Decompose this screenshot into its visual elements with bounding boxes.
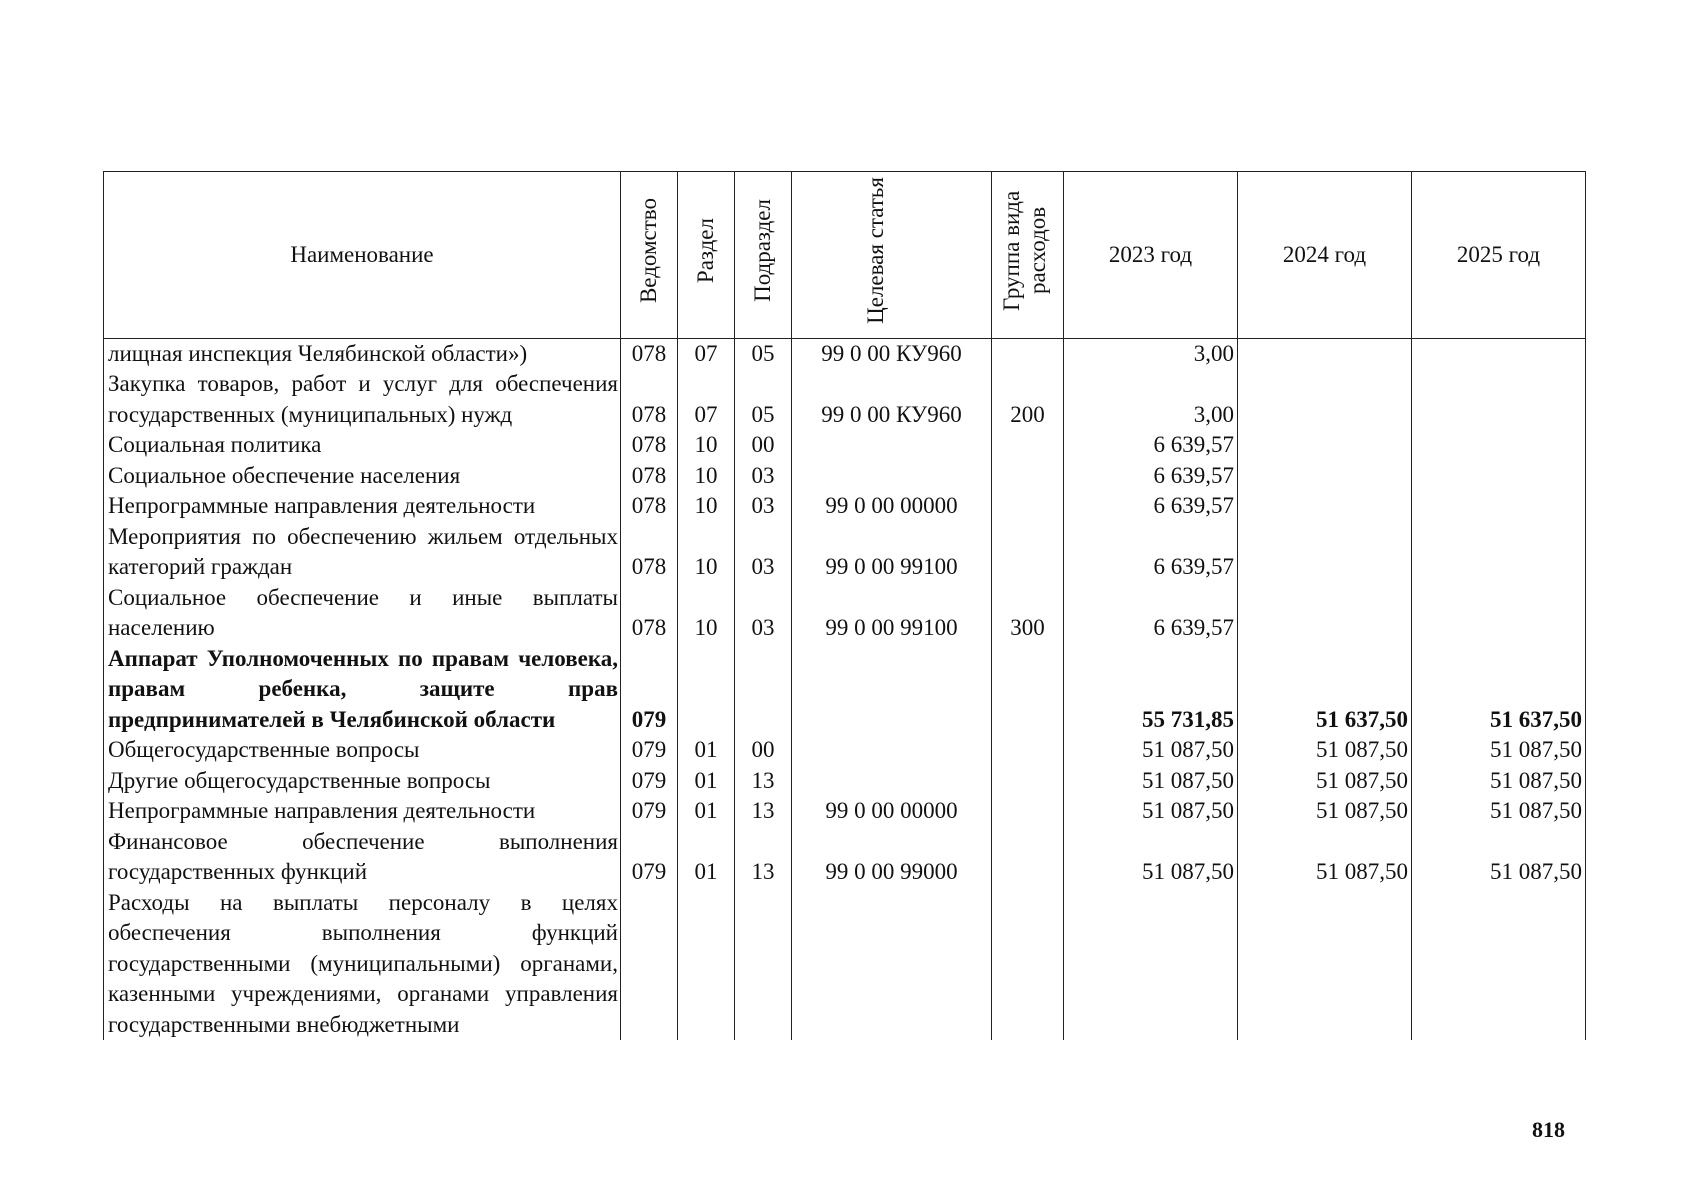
- cell-expense-group: [992, 522, 1064, 583]
- cell-department: 079: [621, 827, 678, 888]
- header-year-2024: 2024 год: [1238, 172, 1412, 339]
- cell-expense-group: [992, 644, 1064, 736]
- cell-subsection: [735, 644, 792, 736]
- cell-amount-2025: 51 087,50: [1412, 735, 1586, 766]
- cell-amount-2023: 3,00: [1064, 369, 1238, 430]
- cell-amount-2025: [1412, 491, 1586, 522]
- cell-amount-2024: [1238, 491, 1412, 522]
- cell-target-item: 99 0 00 00000: [792, 491, 992, 522]
- cell-expense-group: 300: [992, 583, 1064, 644]
- cell-subsection: 03: [735, 461, 792, 492]
- cell-amount-2023: 6 639,57: [1064, 461, 1238, 492]
- header-year-2025: 2025 год: [1412, 172, 1586, 339]
- cell-section: 01: [678, 766, 735, 797]
- cell-department: 078: [621, 491, 678, 522]
- cell-target-item: [792, 888, 992, 1041]
- header-section-label: Раздел: [693, 217, 718, 284]
- header-department: [621, 172, 678, 339]
- cell-amount-2024: [1238, 583, 1412, 644]
- cell-name: лищная инспекция Челябинской области»): [104, 338, 621, 369]
- cell-amount-2025: [1412, 430, 1586, 461]
- cell-department: 078: [621, 522, 678, 583]
- cell-amount-2025: 51 087,50: [1412, 766, 1586, 797]
- cell-section: 10: [678, 430, 735, 461]
- cell-name: Другие общегосударственные вопросы: [104, 766, 621, 797]
- cell-section: 07: [678, 338, 735, 369]
- header-subsection-label: Подраздел: [750, 199, 775, 302]
- cell-amount-2023: 51 087,50: [1064, 827, 1238, 888]
- cell-name: Общегосударственные вопросы: [104, 735, 621, 766]
- cell-target-item: [792, 644, 992, 736]
- cell-amount-2025: [1412, 461, 1586, 492]
- cell-department: 079: [621, 644, 678, 736]
- cell-section: 07: [678, 369, 735, 430]
- table-row: [104, 827, 1586, 888]
- cell-department: 079: [621, 735, 678, 766]
- header-subsection: [735, 172, 792, 339]
- cell-subsection: 13: [735, 796, 792, 827]
- cell-target-item: 99 0 00 99100: [792, 522, 992, 583]
- cell-target-item: 99 0 00 КУ960: [792, 338, 992, 369]
- budget-table: [103, 171, 1586, 1040]
- cell-amount-2024: [1238, 888, 1412, 1041]
- page-number: 818: [1532, 1117, 1565, 1142]
- header-year-2023: 2023 год: [1064, 172, 1238, 339]
- cell-name: Мероприятия по обеспечению жильем отдельных категорий граждан: [104, 522, 621, 583]
- table-row: [104, 644, 1586, 736]
- cell-department: 079: [621, 766, 678, 797]
- cell-expense-group: [992, 888, 1064, 1041]
- cell-section: 01: [678, 796, 735, 827]
- cell-expense-group: 200: [992, 369, 1064, 430]
- cell-target-item: [792, 461, 992, 492]
- cell-amount-2023: 3,00: [1064, 338, 1238, 369]
- table-row: [104, 430, 1586, 461]
- table-row: [104, 735, 1586, 766]
- cell-name: Аппарат Уполномоченных по правам человека, правам ребенка, защите прав предпринимателей в Челябинской области: [104, 644, 621, 736]
- cell-amount-2024: 51 087,50: [1238, 735, 1412, 766]
- cell-section: 10: [678, 583, 735, 644]
- cell-amount-2024: [1238, 430, 1412, 461]
- header-target-item-label: Целевая статья: [862, 177, 888, 324]
- cell-amount-2025: 51 087,50: [1412, 827, 1586, 888]
- cell-expense-group: [992, 766, 1064, 797]
- cell-target-item: 99 0 00 00000: [792, 796, 992, 827]
- cell-amount-2024: [1238, 522, 1412, 583]
- cell-amount-2025: [1412, 369, 1586, 430]
- cell-subsection: 05: [735, 338, 792, 369]
- cell-amount-2025: [1412, 338, 1586, 369]
- cell-section: 10: [678, 461, 735, 492]
- cell-target-item: 99 0 00 99000: [792, 827, 992, 888]
- cell-section: 10: [678, 522, 735, 583]
- table-row: [104, 461, 1586, 492]
- table-row: [104, 369, 1586, 430]
- cell-amount-2023: 51 087,50: [1064, 796, 1238, 827]
- cell-subsection: 05: [735, 369, 792, 430]
- header-target-item: [792, 172, 992, 339]
- table-row: [104, 491, 1586, 522]
- cell-name: Социальное обеспечение населения: [104, 461, 621, 492]
- cell-section: [678, 888, 735, 1041]
- cell-department: 078: [621, 369, 678, 430]
- cell-name: Непрограммные направления деятельности: [104, 796, 621, 827]
- cell-amount-2024: [1238, 338, 1412, 369]
- cell-target-item: 99 0 00 99100: [792, 583, 992, 644]
- cell-section: [678, 644, 735, 736]
- cell-name: Социальное обеспечение и иные выплаты населению: [104, 583, 621, 644]
- cell-section: 01: [678, 735, 735, 766]
- cell-section: 10: [678, 491, 735, 522]
- cell-amount-2025: 51 087,50: [1412, 796, 1586, 827]
- header-expense-group: [992, 172, 1064, 339]
- cell-amount-2023: 6 639,57: [1064, 522, 1238, 583]
- cell-subsection: 03: [735, 522, 792, 583]
- table-body: [104, 338, 1586, 1040]
- cell-department: 078: [621, 338, 678, 369]
- cell-amount-2023: 51 087,50: [1064, 735, 1238, 766]
- cell-target-item: [792, 735, 992, 766]
- table-row: [104, 583, 1586, 644]
- cell-amount-2023: [1064, 888, 1238, 1041]
- header-department-label: Ведомство: [636, 197, 661, 304]
- cell-expense-group: [992, 461, 1064, 492]
- header-row: [104, 172, 1586, 339]
- cell-name: Финансовое обеспечение выполнения государственных функций: [104, 827, 621, 888]
- cell-amount-2023: 51 087,50: [1064, 766, 1238, 797]
- cell-amount-2023: 6 639,57: [1064, 430, 1238, 461]
- header-name: Наименование: [104, 172, 621, 339]
- cell-department: 078: [621, 430, 678, 461]
- cell-amount-2024: 51 637,50: [1238, 644, 1412, 736]
- cell-expense-group: [992, 796, 1064, 827]
- cell-expense-group: [992, 735, 1064, 766]
- table-row: [104, 338, 1586, 369]
- cell-expense-group: [992, 338, 1064, 369]
- cell-subsection: 13: [735, 766, 792, 797]
- cell-amount-2023: 55 731,85: [1064, 644, 1238, 736]
- cell-subsection: 03: [735, 583, 792, 644]
- cell-section: 01: [678, 827, 735, 888]
- cell-amount-2024: [1238, 369, 1412, 430]
- cell-expense-group: [992, 827, 1064, 888]
- cell-expense-group: [992, 430, 1064, 461]
- table-row: [104, 522, 1586, 583]
- cell-amount-2025: [1412, 522, 1586, 583]
- cell-subsection: [735, 888, 792, 1041]
- cell-name: Закупка товаров, работ и услуг для обеспечения государственных (муниципальных) нужд: [104, 369, 621, 430]
- cell-department: 078: [621, 583, 678, 644]
- cell-name: Расходы на выплаты персоналу в целях обеспечения выполнения функций государственными (муниципальными) органами, казенными учреждениями, органами управления государственными внебюджетными: [104, 888, 621, 1041]
- cell-department: [621, 888, 678, 1041]
- header-section: [678, 172, 735, 339]
- cell-expense-group: [992, 491, 1064, 522]
- cell-amount-2025: [1412, 888, 1586, 1041]
- cell-department: 078: [621, 461, 678, 492]
- cell-amount-2024: 51 087,50: [1238, 766, 1412, 797]
- cell-name: Непрограммные направления деятельности: [104, 491, 621, 522]
- cell-subsection: 00: [735, 430, 792, 461]
- cell-department: 079: [621, 796, 678, 827]
- cell-amount-2023: 6 639,57: [1064, 583, 1238, 644]
- header-expense-group-label: Группа вида расходов: [998, 190, 1050, 311]
- cell-amount-2024: 51 087,50: [1238, 827, 1412, 888]
- cell-amount-2023: 6 639,57: [1064, 491, 1238, 522]
- cell-amount-2024: 51 087,50: [1238, 796, 1412, 827]
- cell-subsection: 03: [735, 491, 792, 522]
- table-row: [104, 888, 1586, 1041]
- table-row: [104, 796, 1586, 827]
- cell-amount-2024: [1238, 461, 1412, 492]
- table-row: [104, 766, 1586, 797]
- cell-amount-2025: 51 637,50: [1412, 644, 1586, 736]
- cell-target-item: 99 0 00 КУ960: [792, 369, 992, 430]
- cell-subsection: 13: [735, 827, 792, 888]
- cell-target-item: [792, 766, 992, 797]
- cell-amount-2025: [1412, 583, 1586, 644]
- cell-name: Социальная политика: [104, 430, 621, 461]
- cell-target-item: [792, 430, 992, 461]
- cell-subsection: 00: [735, 735, 792, 766]
